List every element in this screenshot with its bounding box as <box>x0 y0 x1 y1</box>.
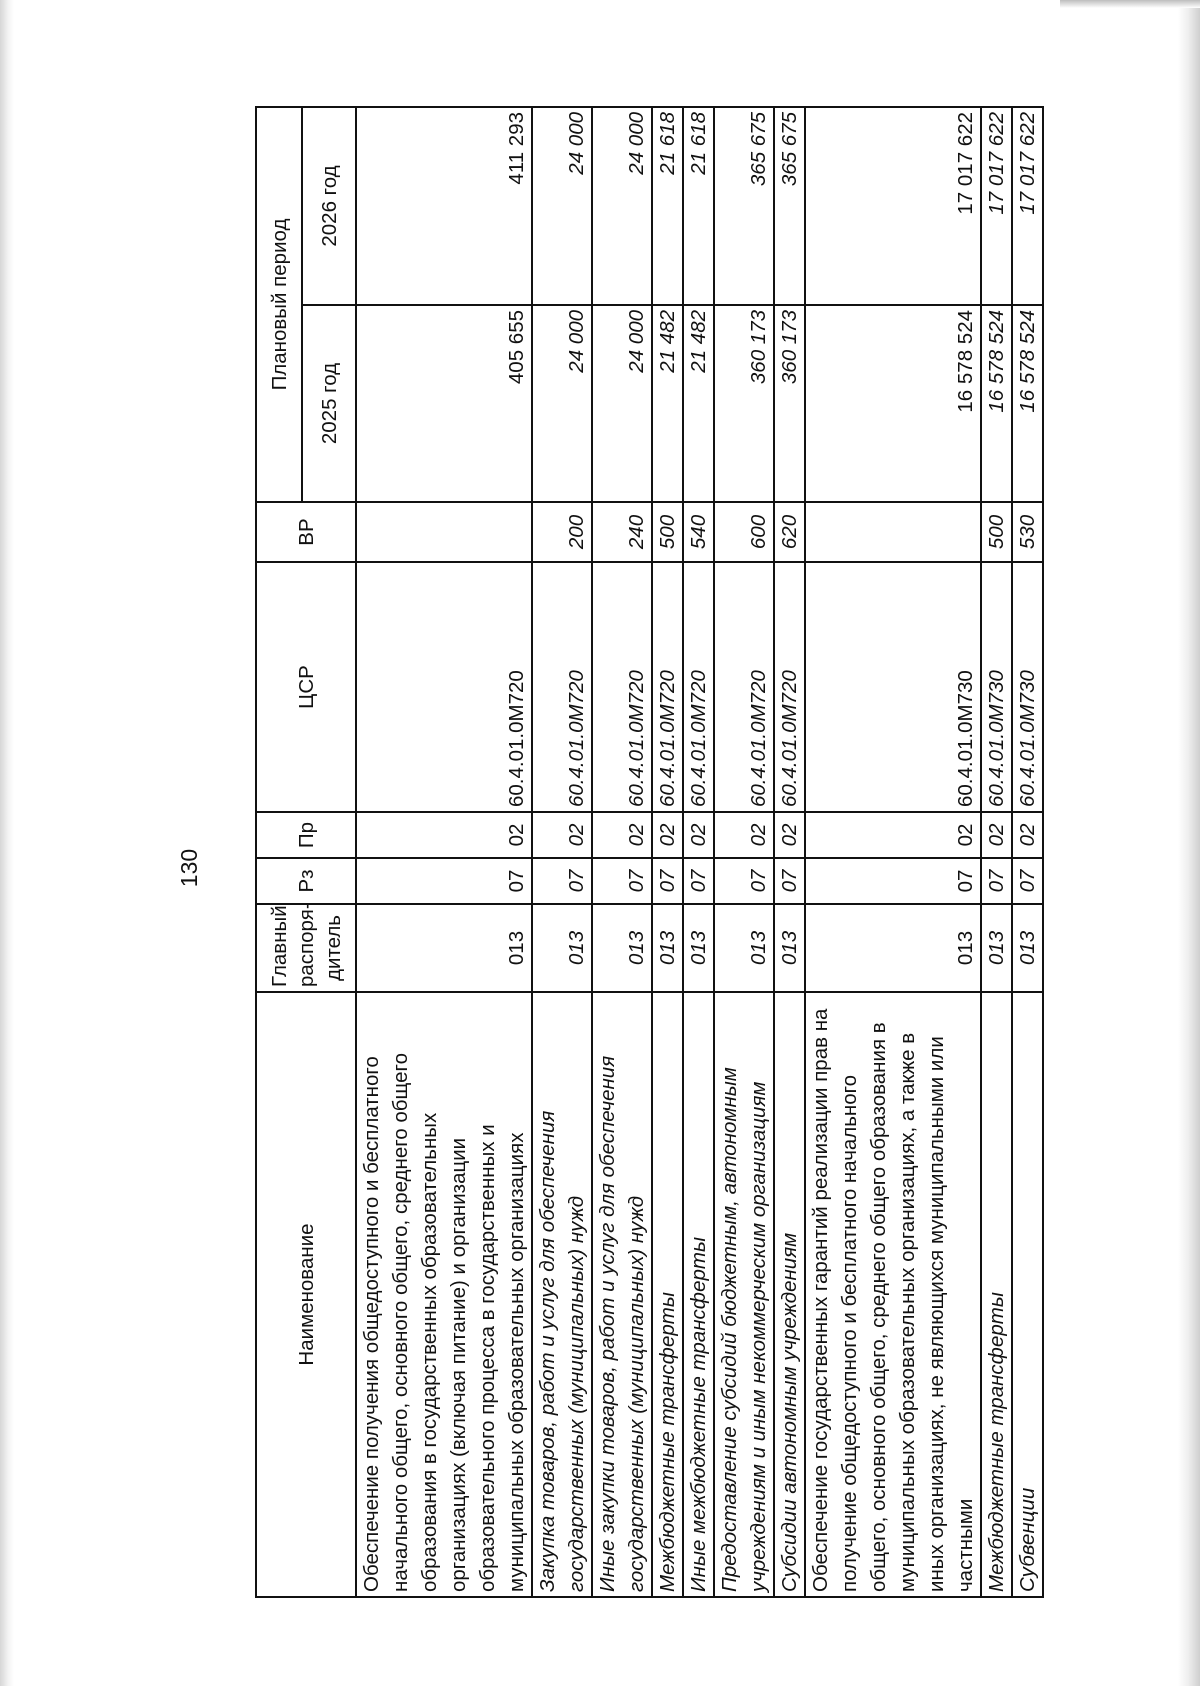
cell-name: Иные закупки товаров, работ и услуг для обеспечения государственных (муниципальных) нужд <box>592 992 652 1597</box>
scan-edge-right <box>1178 0 1200 1686</box>
table-row <box>774 107 805 1597</box>
cell-csr: 60.4.01.0М720 <box>532 562 592 812</box>
cell-vr: 540 <box>683 502 714 562</box>
cell-csr: 60.4.01.0М730 <box>1012 562 1043 812</box>
cell-rz: 07 <box>652 858 683 904</box>
cell-name: Обеспечение государственных гарантий реализации прав на получение общедоступного и бесплатного начального общего, основного общего, среднего общего образования в муниципальных образовательных организациях, а также в иных организациях, не являющихся муниципальными или частными <box>805 992 981 1597</box>
table-row <box>1012 107 1043 1597</box>
cell-2026: 365 675 <box>774 107 805 305</box>
header-year-2025: 2025 год <box>302 305 356 502</box>
cell-grbs: 013 <box>592 904 652 992</box>
cell-2026: 21 618 <box>652 107 683 305</box>
cell-grbs: 013 <box>774 904 805 992</box>
cell-grbs: 013 <box>805 904 981 992</box>
cell-vr: 530 <box>1012 502 1043 562</box>
cell-vr: 620 <box>774 502 805 562</box>
table-row <box>532 107 592 1597</box>
table-body <box>356 107 1043 1597</box>
header-rz: Рз <box>256 858 356 904</box>
cell-vr: 240 <box>592 502 652 562</box>
header-year-2026: 2026 год <box>302 107 356 305</box>
scan-edge-left <box>0 0 14 1686</box>
cell-grbs: 013 <box>652 904 683 992</box>
cell-pr: 02 <box>714 812 774 858</box>
scan-edge-top <box>1060 0 1200 8</box>
cell-pr: 02 <box>652 812 683 858</box>
header-planned-period: Плановый период <box>256 107 302 502</box>
cell-2026: 21 618 <box>683 107 714 305</box>
cell-grbs: 013 <box>356 904 532 992</box>
cell-csr: 60.4.01.0М720 <box>652 562 683 812</box>
cell-2025: 24 000 <box>532 305 592 502</box>
cell-2026: 17 017 622 <box>1012 107 1043 305</box>
cell-csr: 60.4.01.0М720 <box>774 562 805 812</box>
budget-table <box>255 106 1044 1598</box>
cell-rz: 07 <box>714 858 774 904</box>
cell-pr: 02 <box>805 812 981 858</box>
cell-2026: 365 675 <box>714 107 774 305</box>
cell-pr: 02 <box>532 812 592 858</box>
cell-rz: 07 <box>532 858 592 904</box>
cell-grbs: 013 <box>683 904 714 992</box>
cell-2025: 405 655 <box>356 305 532 502</box>
cell-vr: 500 <box>652 502 683 562</box>
cell-2025: 16 578 524 <box>805 305 981 502</box>
cell-2026: 17 017 622 <box>981 107 1012 305</box>
table-row <box>981 107 1012 1597</box>
cell-pr: 02 <box>356 812 532 858</box>
cell-csr: 60.4.01.0М720 <box>356 562 532 812</box>
cell-2025: 21 482 <box>683 305 714 502</box>
cell-2025: 24 000 <box>592 305 652 502</box>
cell-grbs: 013 <box>714 904 774 992</box>
table-row <box>714 107 774 1597</box>
cell-csr: 60.4.01.0М720 <box>714 562 774 812</box>
cell-2025: 360 173 <box>714 305 774 502</box>
cell-2025: 16 578 524 <box>1012 305 1043 502</box>
cell-rz: 07 <box>683 858 714 904</box>
table-row <box>683 107 714 1597</box>
table-row <box>805 107 981 1597</box>
cell-pr: 02 <box>774 812 805 858</box>
cell-2025: 21 482 <box>652 305 683 502</box>
cell-csr: 60.4.01.0М730 <box>981 562 1012 812</box>
cell-rz: 07 <box>356 858 532 904</box>
cell-rz: 07 <box>774 858 805 904</box>
cell-2025: 360 173 <box>774 305 805 502</box>
cell-name: Межбюджетные трансферты <box>652 992 683 1597</box>
cell-name: Предоставление субсидий бюджетным, автономным учреждениям и иным некоммерческим организациям <box>714 992 774 1597</box>
cell-grbs: 013 <box>532 904 592 992</box>
cell-rz: 07 <box>805 858 981 904</box>
cell-2026: 17 017 622 <box>805 107 981 305</box>
cell-pr: 02 <box>1012 812 1043 858</box>
cell-2026: 24 000 <box>592 107 652 305</box>
cell-2026: 411 293 <box>356 107 532 305</box>
cell-vr: 500 <box>981 502 1012 562</box>
cell-pr: 02 <box>683 812 714 858</box>
cell-vr: 200 <box>532 502 592 562</box>
cell-vr: 600 <box>714 502 774 562</box>
rotated-document-page <box>160 108 1039 1598</box>
table-row <box>592 107 652 1597</box>
table-header-row <box>256 107 302 1597</box>
header-pr: Пр <box>256 812 356 858</box>
cell-name: Иные межбюджетные трансферты <box>683 992 714 1597</box>
cell-pr: 02 <box>592 812 652 858</box>
cell-rz: 07 <box>1012 858 1043 904</box>
cell-grbs: 013 <box>1012 904 1043 992</box>
table-row <box>652 107 683 1597</box>
cell-csr: 60.4.01.0М720 <box>683 562 714 812</box>
cell-name: Закупка товаров, работ и услуг для обеспечения государственных (муниципальных) нужд <box>532 992 592 1597</box>
cell-grbs: 013 <box>981 904 1012 992</box>
cell-2026: 24 000 <box>532 107 592 305</box>
cell-name: Обеспечение получения общедоступного и бесплатного начального общего, основного общего, среднего общего образования в государственных образовательных организациях (включая питание) и организации образовательного процесса в государственных и муниципальных образовательных организациях <box>356 992 532 1597</box>
table-row <box>356 107 532 1597</box>
cell-name: Субвенции <box>1012 992 1043 1597</box>
cell-rz: 07 <box>592 858 652 904</box>
cell-name: Субсидии автономным учреждениям <box>774 992 805 1597</box>
header-vr: ВР <box>256 502 356 562</box>
cell-csr: 60.4.01.0М720 <box>592 562 652 812</box>
cell-2025: 16 578 524 <box>981 305 1012 502</box>
page-number: 130 <box>176 848 202 888</box>
cell-name: Межбюджетные трансферты <box>981 992 1012 1597</box>
header-csr: ЦСР <box>256 562 356 812</box>
header-name: Наименование <box>256 992 356 1597</box>
cell-pr: 02 <box>981 812 1012 858</box>
cell-vr <box>805 502 981 562</box>
cell-rz: 07 <box>981 858 1012 904</box>
header-grbs: Главный распоря-дитель <box>256 904 356 992</box>
cell-vr <box>356 502 532 562</box>
cell-csr: 60.4.01.0М730 <box>805 562 981 812</box>
